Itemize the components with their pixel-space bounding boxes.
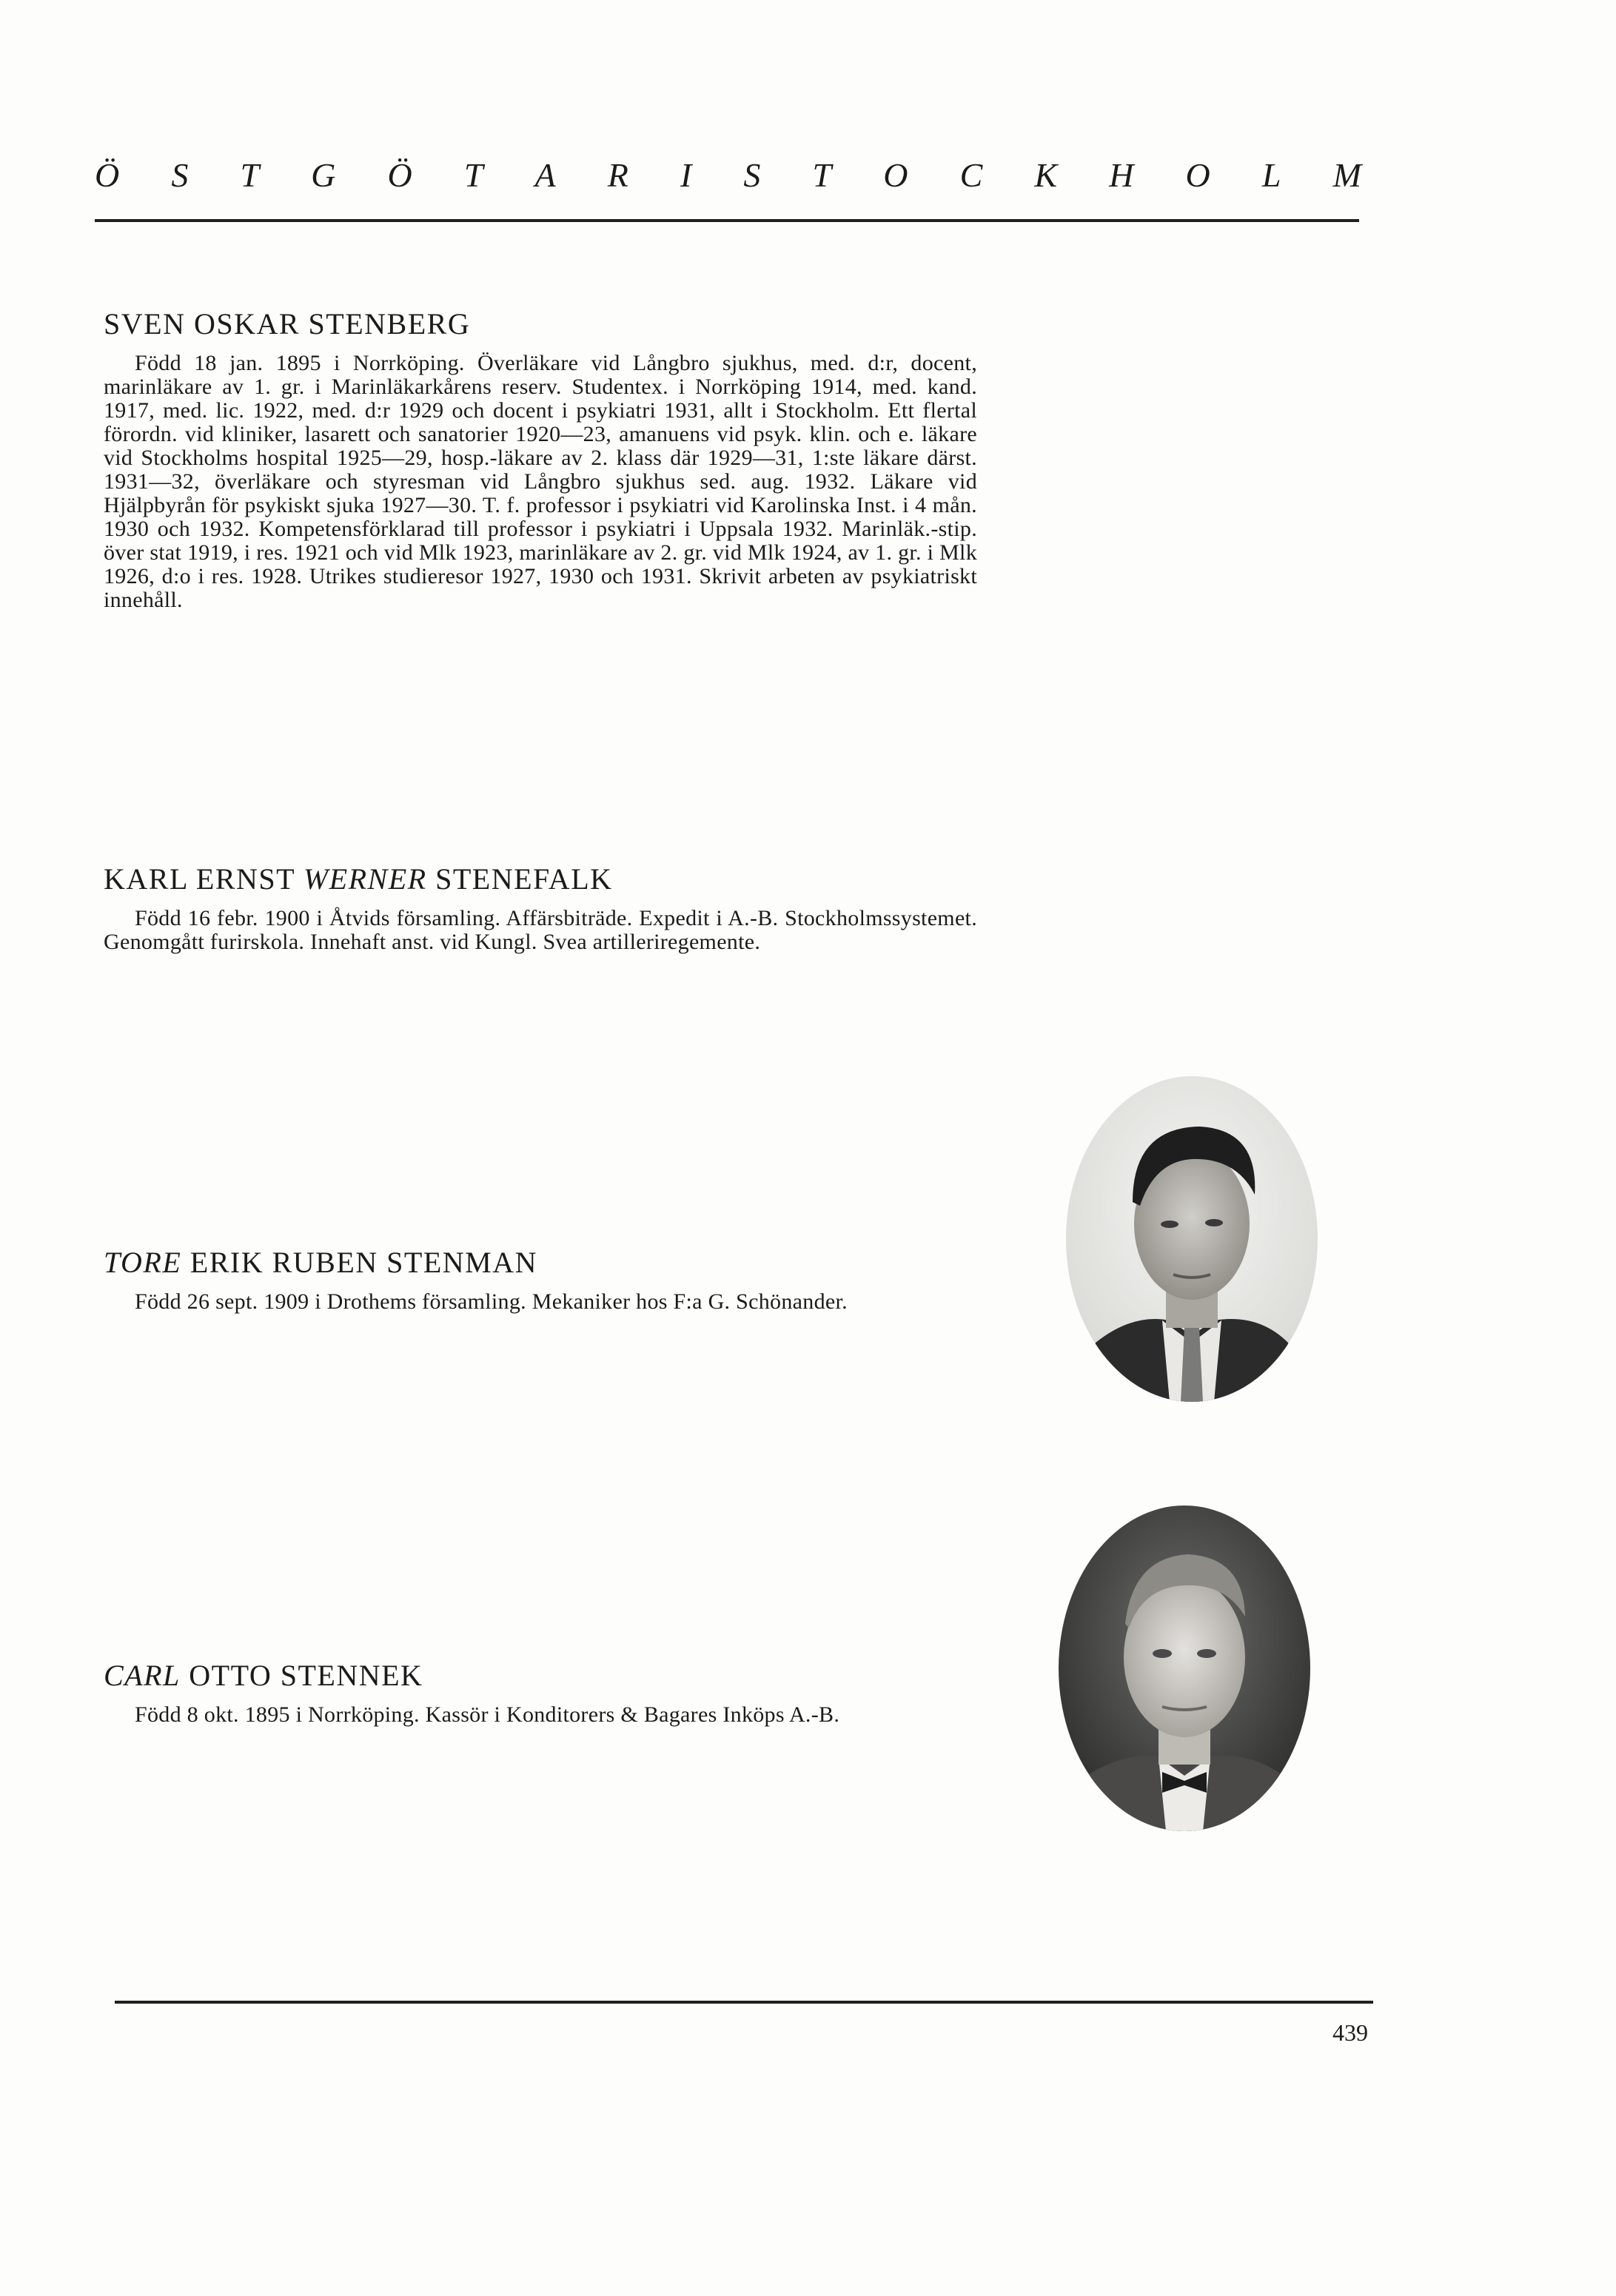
running-head-letter: T [463,156,484,194]
person-name-rest: ERIK RUBEN STENMAN [181,1246,538,1279]
portrait-photo [1066,1076,1318,1402]
running-head-letter: L [1261,156,1282,194]
person-name [104,1658,977,1693]
biography-entry [104,306,977,612]
person-name-rest: OTTO STENNEK [180,1659,423,1692]
biography-entry [104,1245,977,1314]
person-given-name: TORE [104,1246,182,1279]
running-head-letter: I [680,156,693,194]
person-name [104,306,977,341]
person-name-prefix: KARL ERNST [104,862,304,896]
running-head-letter: G [311,156,337,194]
person-given-name: WERNER [303,862,427,896]
running-head-letter: M [1332,156,1362,194]
portrait-photo [1059,1506,1310,1831]
running-head-letter: O [883,156,909,194]
biography-text: Född 18 jan. 1895 i Norrköping. Överläkare vid Långbro sjukhus, med. d:r, docent, marinläkare av 1. gr. i Marinläkarkårens reserv. Studentex. i Norrköping 1914, med. kand. 1917, med. lic. 1922, med. d:r 1929 och docent i psykiatri 1931, allt i Stockholm. Ett flertal förordn. vid kliniker, lasarett och sanatorier 1920—23, amanuens vid psyk. klin. och e. läkare vid Stockholms hospital 1925—29, hosp.-läkare av 2. klass där 1929—31, 1:ste läkare därst. 1931—32, överläkare och styresman vid Långbro sjukhus sed. aug. 1932. Läkare vid Hjälpbyrån för psykiskt sjuka 1927—30. T. f. professor i psykiatri vid Karolinska Inst. i 4 mån. 1930 och 1932. Kompetensförklarad till professor i psykiatri i Uppsala 1932. Marinläk.-stip. över stat 1919, i res. 1921 och vid Mlk 1923, marinläkare av 2. gr. vid Mlk 1924, av 1. gr. i Mlk 1926, d:o i res. 1928. Utrikes studieresor 1927, 1930 och 1931. Skrivit arbeten av psykiatriskt innehåll. [104,351,977,612]
portrait-image [1066,1076,1318,1402]
running-head-letter: H [1109,156,1135,194]
page-number: 439 [1332,2019,1368,2046]
running-head-letter: R [607,156,629,194]
biography-text: Född 8 okt. 1895 i Norrköping. Kassör i Konditorers & Bagares Inköps A.-B. [135,1702,840,1727]
running-head-letter: Ö [387,156,413,194]
running-head-letter: T [812,156,833,194]
person-given-name: CARL [104,1659,181,1692]
running-head-letter: S [171,156,190,194]
running-head-letter: A [534,156,557,194]
person-name-text: SVEN OSKAR STENBERG [104,307,471,340]
person-name [104,862,977,896]
running-head-letter: S [743,156,762,194]
running-head [95,155,1362,195]
portrait-image [1059,1506,1310,1831]
header-rule [95,219,1359,222]
running-head-letter: C [959,156,984,194]
biography-text: Född 16 febr. 1900 i Åtvids församling. Affärsbiträde. Expedit i A.-B. Stockholmssystemet. Genomgått furirskola. Innehaft anst. vid Kungl. Svea artilleriregemente. [104,906,977,954]
person-name [104,1245,977,1280]
biography-entry [104,1658,977,1727]
running-head-letter: O [1185,156,1211,194]
running-head-letter: K [1034,156,1059,194]
person-name-rest: STENEFALK [426,862,613,896]
running-head-letter: Ö [95,156,121,194]
biography-text: Född 26 sept. 1909 i Drothems församling. Mekaniker hos F:a G. Schönander. [135,1289,848,1314]
running-head-letter: T [240,156,261,194]
footer-rule [115,2001,1373,2004]
biography-entry [104,862,977,954]
